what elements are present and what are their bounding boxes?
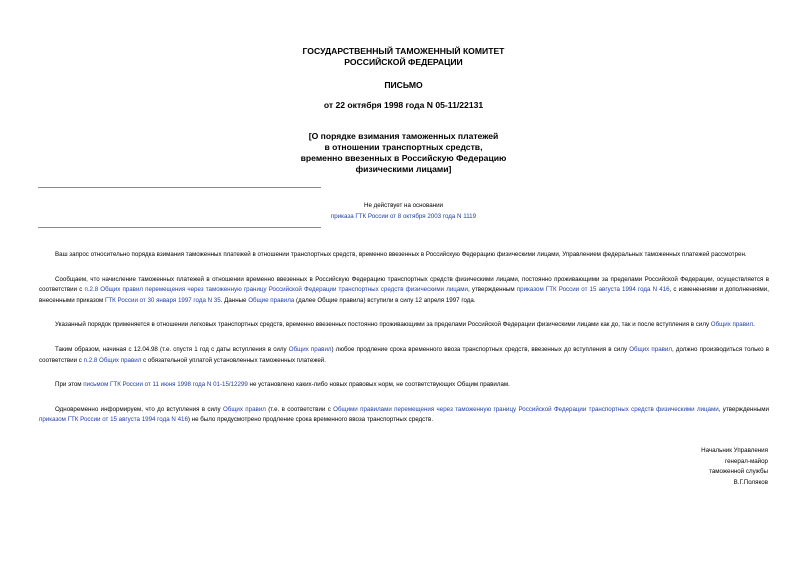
title-line: временно ввезенных в Российскую Федерацию [300,153,507,163]
divider-top [38,187,321,188]
general-rules-clause-2-8-link[interactable]: п.2.8 Общих правил [83,356,142,364]
general-rules-link[interactable]: Общих правил [710,321,754,329]
title-line: в отношении транспортных средств, [324,142,483,152]
signatory-rank: генерал-майор [724,457,768,465]
paragraph-6: Одновременно информируем, что до вступления в силу Общих правил (т.е. в соответствии с Общими правилами перемещения через таможенную границу Российской Федерации транспортных средств физическими лицами, утвержденными приказом ГТК России от 15 августа 1994 года N 416) не было предусмотрено продление срока временного ввоза транспортных средств. [39,405,769,424]
document-type: ПИСЬМО [384,80,423,90]
order-416-link[interactable]: приказом ГТК России от 15 августа 1994 года N 416 [516,286,670,294]
paragraph-5: При этом письмом ГТК России от 11 июня 1998 года N 01-15/12299 не установлено каких-либо новых правовых норм, не соответствующих Общим правилам. [55,381,510,389]
paragraph-1: Ваш запрос относительно порядка взимания таможенных платежей в отношении транспортных средств, временно ввезенных в Российскую Федерацию физическими лицами, Управлением федеральных таможенных платежей рассмотрен. [55,251,747,258]
divider-bottom [38,227,321,228]
signatory-position: Начальник Управления [701,447,768,454]
organization-line-1: ГОСУДАРСТВЕННЫЙ ТАМОЖЕННЫЙ КОМИТЕТ [302,46,505,56]
issuing-organization [0,46,807,68]
repeal-order-link[interactable]: приказа ГТК России от 8 октября 2003 года N 1119 [330,213,477,220]
paragraph-3: Указанный порядок применяется в отношении легковых транспортных средств, временно ввезенных постоянно проживающими за пределами Российской Федерации физическими лицами как до, так и после вступления в силу Общих правил. [55,321,755,329]
signatory-service: таможенной службы [709,468,768,476]
general-rules-link[interactable]: Общих правил [222,405,266,413]
general-rules-link[interactable]: Общие правила [248,296,295,304]
letter-body [39,250,769,426]
order-35-link[interactable]: ГТК России от 30 января 1997 года N 35 [105,296,221,304]
order-416-link[interactable]: приказом ГТК России от 15 августа 1994 года N 416 [39,416,188,424]
letter-01-15-12299-link[interactable]: письмом ГТК России от 11 июня 1998 года N 01-15/12299 [83,381,248,389]
title-line: [О порядке взимания таможенных платежей [308,131,499,141]
general-rules-clause-2-8-link[interactable]: п.2.8 Общих правил перемещения через таможенную границу Российской Федерации транспортных средств физическими лицами [84,286,469,294]
title-line: физическими лицами] [355,164,452,174]
paragraph-4: Таким образом, начиная с 12.04.98 (т.е. спустя 1 год с даты вступления в силу Общих правил) любое продление срока временного ввоза транспортных средств, ввезенных до вступления в силу Общих правил, должно производиться только в соответствии с п.2.8 Общих правил с обязательной уплатой установленных таможенных платежей. [39,345,769,364]
general-rules-link[interactable]: Общих правил [629,345,672,353]
paragraph-2: Сообщаем, что начисление таможенных платежей в отношении временно ввезенных в Российскую Федерацию транспортных средств физическими лицами, постоянно проживающими за пределами Российской Федерации, осуществляется в соответствии с п.2.8 Общих правил перемещения через таможенную границу Российской Федерации транспортных средств физическими лицами, утвержденным приказом ГТК России от 15 августа 1994 года N 416, с изменениями и дополнениями, внесенными приказом ГТК России от 30 января 1997 года N 35. Данные Общие правила (далее Общие правила) вступили в силу 12 апреля 1997 года. [39,275,769,304]
signatory-name: В.Г.Поляков [733,478,768,486]
document-date-number: от 22 октября 1998 года N 05-11/22131 [323,100,484,110]
organization-line-2: РОССИЙСКОЙ ФЕДЕРАЦИИ [344,57,463,67]
status-notice: Не действует на основании [364,202,443,209]
signature-block [701,446,768,488]
general-rules-full-title-link[interactable]: Общими правилами перемещения через таможенную границу Российской Федерации транспортных средств физическими лицами [333,405,719,413]
document-title [0,131,807,175]
status-notice-link-line [0,211,807,222]
general-rules-link[interactable]: Общих правил [288,345,332,353]
